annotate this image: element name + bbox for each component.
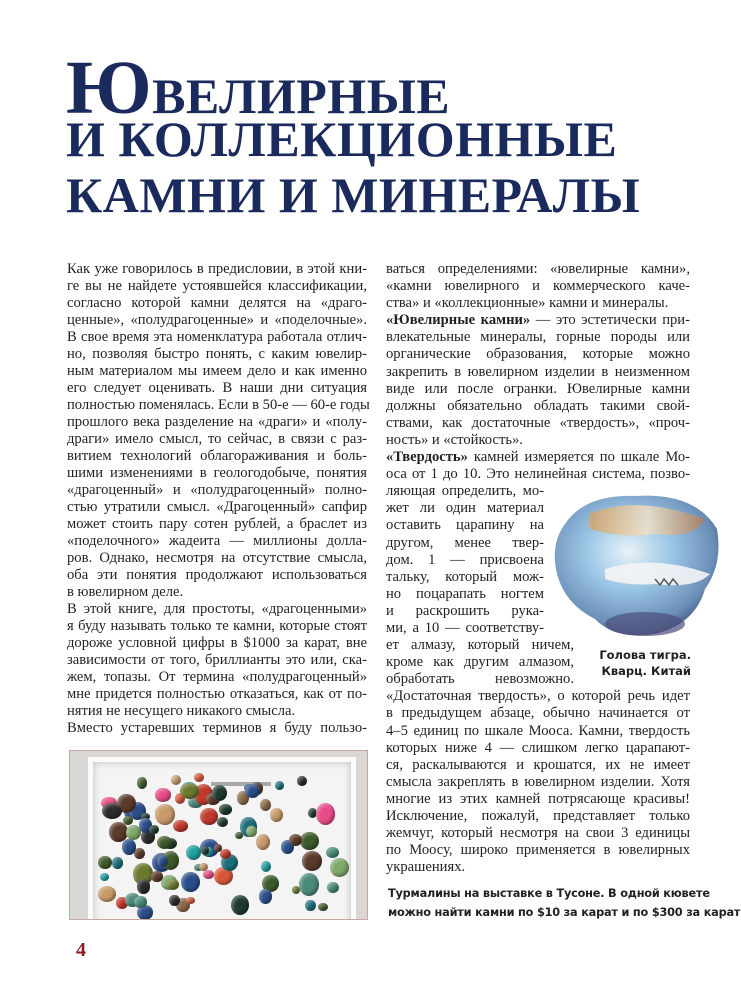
text-line	[67, 448, 367, 465]
gem-stone	[259, 889, 272, 904]
text-line	[67, 618, 367, 635]
text-line	[67, 431, 367, 448]
line-text: оса от 1 до 10. Это нелинейная система, позво-	[386, 466, 690, 483]
line-text: ства» и «коллекционные» камни и минералы.	[386, 295, 669, 312]
line-text: может стоить пару сотен рублей, а браслет из	[67, 516, 367, 532]
line-text: дом. 1 — присвоена	[386, 551, 544, 568]
gem-stone	[231, 895, 249, 915]
line-text: мне придется полностью отказаться, как от по-	[67, 686, 367, 702]
text-line	[386, 483, 544, 500]
gem-stone	[217, 817, 228, 828]
line-text: дороже условной цифры в $1000 за карат, вне	[67, 635, 367, 651]
text-line	[386, 757, 690, 774]
line-text: жет ли один материал	[386, 500, 544, 517]
text-line	[67, 346, 367, 363]
gem-stone	[171, 775, 181, 786]
line-text: ным материалом мы имеем дело и как именно	[67, 363, 367, 379]
gem-stone	[318, 903, 328, 911]
bold-term: «Ювелирные камни»	[386, 312, 531, 329]
text-line	[386, 312, 690, 329]
line-text: драги» имело смысл, то сейчас, в связи с раз-	[67, 431, 367, 447]
title-line-3: КАМНИ И МИНЕРАЛЫ	[66, 167, 641, 223]
text-line	[67, 414, 367, 431]
title-line-1-rest: ВЕЛИРНЫЕ	[152, 68, 451, 124]
text-line	[67, 584, 367, 601]
gem-stone	[330, 858, 349, 877]
gem-stone	[219, 804, 232, 815]
title-line-2: И КОЛЛЕКЦИОННЫЕ	[66, 111, 618, 167]
text-line	[386, 432, 690, 449]
gem-stone	[100, 873, 109, 881]
gem-stone	[200, 808, 218, 826]
line-text: Исключение, пожалуй, представляет только	[386, 808, 690, 824]
text-line	[67, 720, 367, 737]
gem-stone	[126, 825, 141, 840]
gem-stone	[292, 886, 300, 894]
line-text: нятия не несущего никакого смысла.	[67, 703, 296, 719]
line-text: которых ниже 4 — слишком легко царапают-	[386, 739, 690, 756]
line-text: обработать невозможно.	[386, 671, 574, 688]
text-line	[67, 312, 367, 329]
gem-stone	[326, 847, 339, 858]
gem-stone	[302, 851, 322, 871]
text-line	[386, 620, 544, 637]
gem-stone	[194, 773, 203, 782]
line-text: шими изменениями в геологодобыче, понятия	[67, 465, 367, 481]
gem-stone	[275, 781, 284, 790]
text-line	[386, 329, 690, 346]
text-line	[67, 567, 367, 584]
gem-stone	[186, 897, 195, 905]
gem-stone	[261, 861, 271, 872]
gem-stone	[305, 900, 316, 911]
line-text: но, позволяя быстро понять, с каким ювелир-	[67, 346, 367, 362]
gem-stone	[201, 846, 209, 854]
line-text: ценные», «полудрагоценные» и «поделочные».	[67, 312, 367, 328]
text-line	[386, 723, 690, 740]
text-line	[386, 295, 690, 312]
tourmalines-photo	[69, 750, 368, 920]
text-line	[386, 381, 690, 398]
gem-stone	[123, 816, 133, 825]
text-line	[386, 688, 690, 705]
line-text: В свое время эта номенклатура работала отлич-	[67, 329, 367, 345]
text-line	[386, 415, 690, 432]
gem-stone	[245, 784, 260, 798]
text-line	[67, 652, 367, 669]
gem-stone	[169, 895, 180, 907]
line-text: смысла закреплять в ювелирном изделии. Хотя	[386, 773, 690, 790]
tiger-image-caption	[599, 647, 691, 679]
line-text: ге вы не найдете устоявшейся классификации,	[67, 278, 367, 294]
gem-stone	[151, 871, 162, 882]
line-text: витием технологий облагораживания и боль-	[67, 448, 367, 464]
text-line	[67, 295, 367, 312]
line-text: его следует оценивать. В наши дни ситуация	[67, 380, 367, 396]
gem-stone	[98, 856, 112, 870]
line-text: Как уже говорилось в предисловии, в этой кни-	[67, 261, 367, 277]
bold-term: «Твердость»	[386, 449, 468, 466]
text-line	[67, 380, 367, 397]
text-line	[67, 601, 367, 618]
line-text: «поделочного» жадеита — миллионы долла-	[67, 533, 367, 549]
text-line	[386, 364, 690, 381]
gem-stone	[112, 857, 124, 869]
text-line	[67, 686, 367, 703]
gem-stone	[212, 785, 227, 801]
text-line	[386, 842, 690, 859]
text-line	[386, 500, 544, 517]
line-text: ся, раскалываются и крошатся, их не имеет	[386, 756, 690, 773]
photo-caption	[388, 884, 740, 922]
gem-stone	[155, 788, 171, 801]
gem-stone	[256, 834, 270, 850]
gem-stone	[137, 777, 148, 789]
text-line	[386, 398, 690, 415]
page-number: 4	[76, 939, 86, 961]
text-line	[67, 635, 367, 652]
line-text: стью утратили смысл. «Драгоценный» сапфир	[67, 499, 367, 515]
gem-stone	[155, 804, 175, 825]
gem-tray	[88, 757, 356, 920]
line-text: но поцарапать ногтем	[386, 585, 544, 602]
text-line	[386, 466, 690, 483]
line-text: виде или после огранки. Ювелирные камни	[386, 380, 690, 397]
text-line	[67, 261, 367, 278]
tiger-caption-line-1: Голова тигра.	[599, 648, 691, 662]
text-line	[386, 603, 544, 620]
gem-stone	[316, 803, 336, 825]
text-line	[386, 825, 690, 842]
line-text: «камни ювелирного и коммерческого каче-	[386, 278, 690, 295]
gem-stone	[167, 879, 179, 890]
text-line	[386, 552, 544, 569]
text-line	[386, 449, 690, 466]
text-line	[67, 482, 367, 499]
line-text: 4–5 единиц по шкале Мооса. Камни, твердость	[386, 722, 690, 739]
gem-stone	[122, 839, 136, 855]
photo-caption-line-2: можно найти камни по $10 за карат и по $300 за карат	[388, 906, 741, 919]
line-text: В этой книге, для простоты, «драгоценными»	[67, 601, 367, 617]
photo-caption-line-1: Турмалины на выставке в Тусоне. В одной кювете	[388, 887, 710, 900]
gem-stone	[137, 879, 150, 893]
line-text: оба эти понятия продолжают использоваться	[67, 567, 367, 583]
text-line	[386, 535, 544, 552]
gem-stone	[173, 820, 188, 832]
gem-stone	[157, 836, 172, 849]
line-text: я буду называть только те камни, которые стоят	[67, 618, 367, 634]
line-text: должны обязательно обладать такими свой-	[386, 397, 690, 414]
text-line	[67, 499, 367, 516]
text-line	[67, 550, 367, 567]
line-text: ность» и «стойкость».	[386, 431, 523, 448]
line-text: ров. Однако, несмотря на отсутствие смысла,	[67, 550, 367, 566]
left-text-column	[67, 261, 370, 737]
line-text: ваться определениями: «ювелирные камни»,	[386, 261, 690, 277]
line-text: прошлого века разделение на «драги» и «полу-	[67, 414, 367, 430]
line-text: ет алмазу, который ничем,	[386, 637, 574, 654]
line-text: ляющая определить, мо-	[386, 483, 544, 500]
text-line	[67, 669, 367, 686]
text-line	[386, 671, 574, 688]
text-line	[386, 705, 690, 722]
line-text: Вместо устаревших терминов я буду пользо-	[67, 720, 367, 736]
gem-stone	[214, 844, 223, 852]
text-line	[67, 329, 367, 346]
gem-stone	[134, 896, 146, 907]
text-line	[67, 516, 367, 533]
text-line	[67, 703, 367, 720]
text-line	[386, 774, 690, 791]
text-line	[386, 569, 544, 586]
text-line	[386, 808, 690, 825]
gem-stone	[289, 834, 302, 846]
line-text: — это эстетически при-	[530, 312, 690, 329]
line-text: камней измеряется по шкале Мо-	[467, 449, 690, 466]
line-text: ствами, как достаточные «твердость», «проч-	[386, 414, 690, 431]
line-text: зависимости от того, бриллианты это или, ска-	[67, 652, 367, 668]
text-line	[386, 586, 544, 603]
line-text: закрепить в ювелирном изделии в неизменном	[386, 363, 690, 380]
text-line	[386, 346, 690, 363]
line-text: в предыдущем абзаце, обычно начинается от	[386, 705, 690, 722]
gem-stone	[134, 848, 145, 860]
gem-stone	[327, 882, 339, 893]
text-line	[67, 533, 367, 550]
gem-stone	[246, 826, 257, 838]
text-line	[386, 740, 690, 757]
gem-stone	[102, 803, 122, 819]
gem-stone	[181, 872, 200, 892]
line-text: жем, топазы. От термина «полудрагоценный»	[67, 669, 367, 685]
line-text: ми, а 10 — соответству-	[386, 619, 544, 636]
gem-stone	[203, 870, 214, 879]
line-text: тальку, который мож-	[386, 568, 544, 585]
gem-stone	[299, 873, 319, 896]
title-line-1	[66, 46, 640, 130]
gem-stone	[149, 825, 158, 834]
gem-stone	[297, 776, 307, 786]
text-line	[386, 517, 544, 534]
line-text: другом, менее твер-	[386, 534, 544, 551]
line-text: украшениях.	[386, 859, 466, 876]
tiger-head-quartz-image	[545, 484, 723, 642]
line-text: полностью поменялась. Если в 50-е — 60-е годы	[67, 397, 370, 413]
line-text: «драгоценный» и «полудрагоценный» полно-	[67, 482, 367, 498]
line-text: многие из этих камней потрясающе красивы!	[386, 790, 690, 807]
gem-stone	[300, 832, 319, 851]
title-initial: Ю	[66, 46, 153, 130]
text-line	[67, 278, 367, 295]
gem-stone	[186, 845, 201, 860]
chapter-title	[66, 46, 641, 226]
gem-stone	[260, 799, 271, 811]
text-line	[386, 261, 690, 278]
text-line	[67, 465, 367, 482]
line-text: в ювелирном деле.	[67, 584, 184, 600]
text-line	[386, 791, 690, 808]
gem-stone	[270, 808, 283, 822]
gem-stone	[98, 886, 116, 902]
line-text: по Моосу, широко применяется в ювелирных	[386, 842, 690, 859]
text-line	[386, 859, 690, 876]
line-text: оставить царапину на	[386, 517, 544, 534]
line-text: «Достаточная твердость», о которой речь идет	[386, 688, 690, 705]
line-text: и раскрошить рука-	[386, 602, 544, 619]
line-text: влекательные минералы, горные породы или	[386, 329, 690, 346]
line-text: органические образования, которые можно	[386, 346, 690, 363]
tiger-caption-line-2: Кварц. Китай	[601, 664, 691, 678]
text-line	[67, 397, 370, 414]
line-text: кроме как другим алмазом,	[386, 654, 574, 671]
text-line	[67, 363, 367, 380]
text-line	[386, 654, 574, 671]
text-line	[386, 278, 690, 295]
line-text: жемчуг, который несмотря на свои 3 единицы	[386, 825, 690, 842]
line-text: согласно которой камни делятся на «драго-	[67, 295, 367, 311]
